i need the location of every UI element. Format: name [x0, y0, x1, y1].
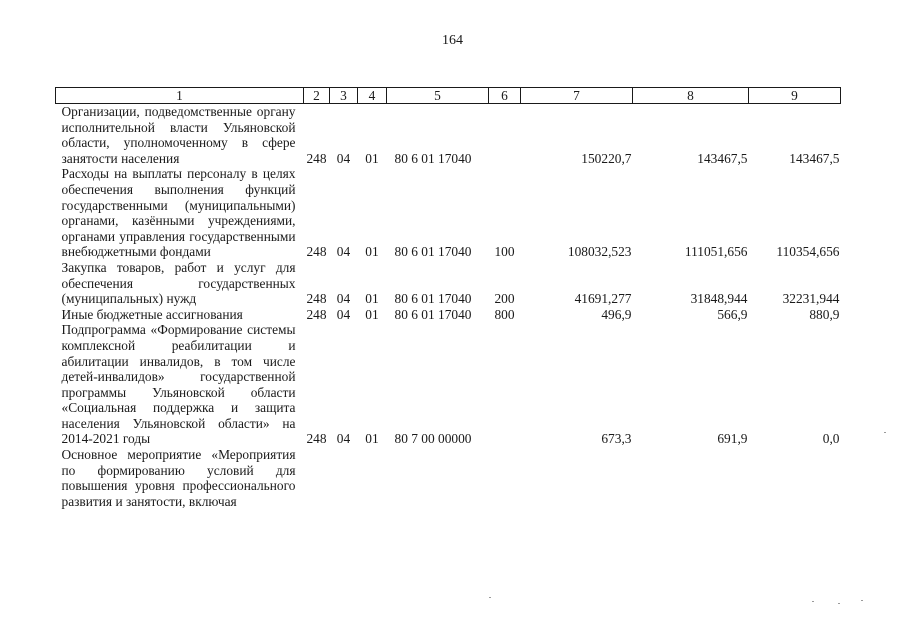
amount-col9: 110354,656: [776, 244, 840, 260]
subsection-code: 01: [365, 150, 379, 166]
amount-col9: [749, 447, 841, 509]
column-header: 2: [304, 88, 330, 104]
expense-type-code: 800: [494, 306, 515, 322]
amount-col8: [633, 447, 749, 509]
subsection-code: 01: [365, 306, 379, 322]
scan-speck: [884, 432, 886, 433]
table-row: [56, 166, 841, 260]
column-header: 5: [387, 88, 489, 104]
section-code: [330, 447, 358, 509]
row-name: Иные бюджетные ассигнования: [61, 306, 243, 322]
target-article-code: 80 7 00 00000: [394, 431, 472, 447]
column-header: 9: [749, 88, 841, 104]
column-header: 8: [633, 88, 749, 104]
column-header: 6: [489, 88, 521, 104]
amount-col9: 32231,944: [782, 291, 840, 307]
page-number: 164: [442, 33, 463, 48]
row-name: Подпрограмма «Формирование системы комплексной реабилитации и абилитации инвалидов, в том числе детей-инвалидов» государственной программы Ульяновской области «Социальная поддержка и защита населения Ульяновской области» на 2014-2021 годы: [61, 322, 296, 447]
subsection-code: 01: [365, 244, 379, 260]
table-header-row: [56, 88, 841, 104]
amount-col7: 496,9: [601, 306, 632, 322]
amount-col8: 143467,5: [697, 150, 748, 166]
target-article-code: [387, 447, 489, 509]
subsection-code: [358, 447, 387, 509]
scan-speck: [861, 600, 863, 601]
row-name: Организации, подведомственные органу исполнительной власти Ульяновской области, уполномоченному в сфере занятости населения: [61, 104, 296, 166]
amount-col9: 0,0: [822, 431, 840, 447]
amount-col9: 880,9: [809, 306, 840, 322]
scan-speck: [812, 601, 814, 602]
column-header: 3: [330, 88, 358, 104]
target-article-code: 80 6 01 17040: [394, 291, 472, 307]
row-name: Расходы на выплаты персоналу в целях обеспечения выполнения функций государственными (муниципальными) органами, казёнными учреждениями, органами управления государственными внебюджетными фондами: [61, 166, 296, 260]
grbs-code: 248: [306, 291, 327, 307]
amount-col8: 566,9: [717, 306, 748, 322]
section-code: 04: [336, 306, 351, 322]
amount-col7: 41691,277: [574, 291, 632, 307]
section-code: 04: [336, 244, 351, 260]
row-name: Закупка товаров, работ и услуг для обеспечения государственных (муниципальных) нужд: [61, 259, 296, 307]
scan-speck: [489, 597, 491, 598]
table-row: [56, 104, 841, 167]
scan-speck: [838, 603, 840, 604]
amount-col8: 31848,944: [690, 291, 748, 307]
target-article-code: 80 6 01 17040: [394, 244, 472, 260]
target-article-code: 80 6 01 17040: [394, 306, 472, 322]
amount-col8: 691,9: [717, 431, 748, 447]
grbs-code: 248: [306, 244, 327, 260]
row-name: Основное мероприятие «Мероприятия по формированию условий для повышения уровня профессионального развития и занятости, включая: [61, 447, 296, 509]
amount-col8: 111051,656: [684, 244, 748, 260]
section-code: 04: [336, 150, 351, 166]
amount-col7: 150220,7: [581, 150, 632, 166]
subsection-code: 01: [365, 291, 379, 307]
table-row: [56, 447, 841, 509]
table-row: [56, 307, 841, 323]
amount-col7: [521, 447, 633, 509]
column-header: 7: [521, 88, 633, 104]
expense-type-code: [489, 447, 521, 509]
amount-col7: 108032,523: [567, 244, 632, 260]
subsection-code: 01: [365, 431, 379, 447]
grbs-code: 248: [306, 150, 327, 166]
amount-col7: 673,3: [601, 431, 632, 447]
expense-type-code: [489, 322, 521, 447]
target-article-code: 80 6 01 17040: [394, 150, 472, 166]
expense-type-code: [489, 104, 521, 167]
table-row: [56, 260, 841, 307]
expense-type-code: 200: [494, 291, 515, 307]
section-code: 04: [336, 291, 351, 307]
grbs-code: 248: [306, 431, 327, 447]
expense-type-code: 100: [494, 244, 515, 260]
column-header: 4: [358, 88, 387, 104]
column-header: 1: [56, 88, 304, 104]
grbs-code: [304, 447, 330, 509]
budget-table: [55, 87, 841, 509]
amount-col9: 143467,5: [789, 150, 840, 166]
table-row: [56, 322, 841, 447]
section-code: 04: [336, 431, 351, 447]
grbs-code: 248: [306, 306, 327, 322]
